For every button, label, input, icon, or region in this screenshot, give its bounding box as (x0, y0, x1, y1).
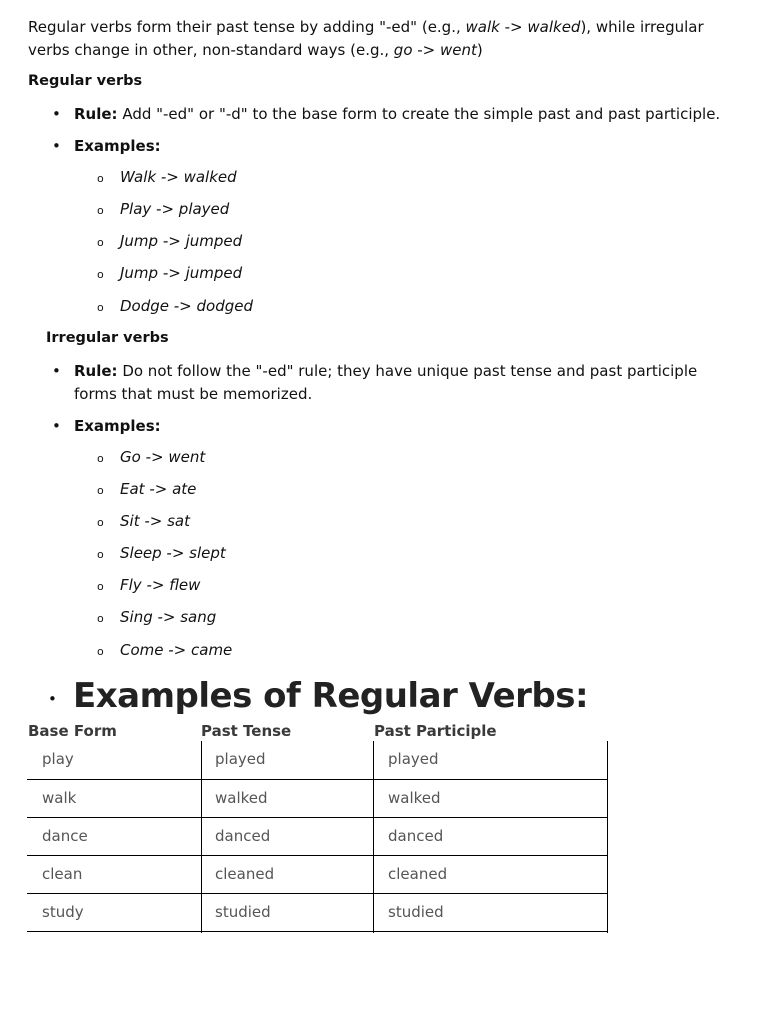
regular-example: Walk -> walked (120, 168, 237, 186)
table-cell: cleaned (388, 865, 448, 883)
regular-example: Jump -> jumped (120, 264, 243, 282)
examples-label: Examples: (74, 417, 161, 435)
column-divider (607, 741, 608, 933)
sub-bullet: o (97, 268, 104, 281)
table-cell: studied (388, 903, 444, 921)
irregular-example: Eat -> ate (120, 480, 197, 498)
sub-bullet: o (97, 580, 104, 593)
irregular-rule (74, 360, 734, 406)
sub-bullet: o (97, 516, 104, 529)
table-cell: study (42, 903, 84, 921)
irregular-examples-label (74, 415, 734, 438)
sub-bullet: o (97, 645, 104, 658)
examples-label: Examples: (74, 137, 161, 155)
bullet: • (52, 417, 61, 435)
table-cell: studied (215, 903, 271, 921)
intro-example-walked: walked (527, 18, 581, 36)
table-cell: danced (215, 827, 271, 845)
intro-arrow-1: -> (499, 18, 528, 36)
intro-arrow-2: -> (412, 40, 441, 59)
table-cell: danced (388, 827, 444, 845)
table-cell: dance (42, 827, 88, 845)
column-divider (373, 741, 374, 933)
sub-bullet: o (97, 452, 104, 465)
irregular-example: Sit -> sat (120, 512, 190, 530)
row-divider (27, 817, 608, 818)
intro-example-go: go (393, 40, 413, 59)
sub-bullet: o (97, 236, 104, 249)
row-divider (27, 893, 608, 894)
rule-text: Add "-ed" or "-d" to the base form to create the simple past and past participle. (117, 105, 721, 123)
row-divider (27, 931, 608, 932)
irregular-example: Sing -> sang (120, 608, 217, 626)
regular-verbs-heading: Regular verbs (28, 73, 143, 89)
irregular-example: Sleep -> slept (120, 544, 226, 562)
rule-label: Rule: (74, 362, 118, 380)
intro-text-1: Regular verbs form their past tense by adding "-ed" (e.g., (28, 18, 466, 36)
regular-rule (74, 103, 734, 126)
table-cell: play (42, 750, 74, 768)
bullet: • (52, 362, 61, 380)
table-cell: played (215, 750, 266, 768)
table-cell: cleaned (215, 865, 275, 883)
regular-example: Jump -> jumped (120, 232, 243, 250)
row-divider (27, 855, 608, 856)
column-header-base-form: Base Form (28, 722, 117, 740)
intro-paragraph (28, 16, 740, 61)
row-divider (27, 779, 608, 780)
sub-bullet: o (97, 172, 104, 185)
table-cell: walked (215, 789, 268, 807)
rule-text: Do not follow the "-ed" rule; they have unique past tense and past participle forms that must be memorized. (74, 362, 698, 403)
sub-bullet: o (97, 612, 104, 625)
sub-bullet: o (97, 484, 104, 497)
table-cell: played (388, 750, 439, 768)
sub-bullet: o (97, 548, 104, 561)
table-cell: clean (42, 865, 83, 883)
regular-examples-label (74, 135, 734, 158)
irregular-example: Fly -> flew (120, 576, 201, 594)
regular-example: Dodge -> dodged (120, 297, 254, 315)
irregular-example: Go -> went (120, 448, 206, 466)
regular-example: Play -> played (120, 200, 230, 218)
intro-example-walk: walk (465, 18, 500, 36)
sub-bullet: o (97, 301, 104, 314)
bullet: • (52, 105, 61, 123)
rule-label: Rule: (74, 105, 118, 123)
bullet: • (48, 690, 57, 708)
column-header-past-tense: Past Tense (201, 722, 292, 740)
intro-text-3: ) (476, 40, 483, 59)
column-divider (201, 741, 202, 933)
table-cell: walk (42, 789, 77, 807)
irregular-verbs-heading: Irregular verbs (46, 330, 169, 346)
table-cell: walked (388, 789, 441, 807)
sub-bullet: o (97, 204, 104, 217)
bullet: • (52, 137, 61, 155)
irregular-example: Come -> came (120, 641, 233, 659)
column-header-past-participle: Past Participle (374, 722, 497, 740)
intro-text-2: ), while irregular verbs change in other, non-standard ways (e.g., (28, 18, 704, 59)
examples-heading: Examples of Regular Verbs: (73, 676, 589, 716)
intro-example-went: went (440, 40, 477, 59)
